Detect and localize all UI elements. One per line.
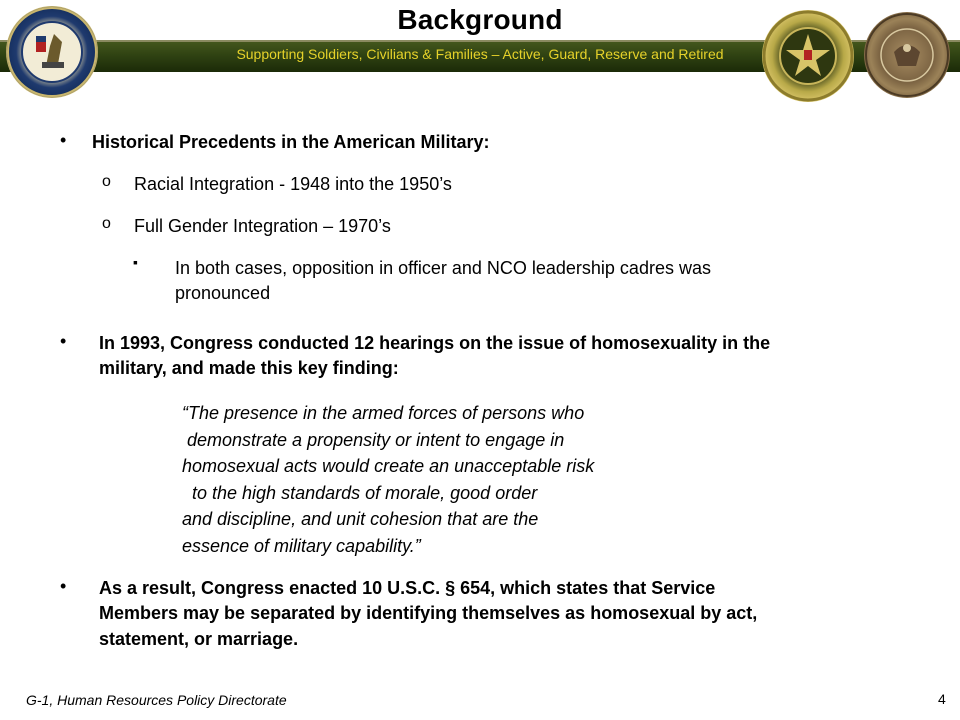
bullet-historical-precedents: Historical Precedents in the American Military: bbox=[92, 132, 490, 152]
bullet-congress-enacted-line-1: As a result, Congress enacted 10 U.S.C. § 654, which states that Service bbox=[99, 578, 716, 598]
quote-line: essence of military capability.” bbox=[182, 535, 421, 556]
sub-bullet-racial-integration: Racial Integration - 1948 into the 1950’s bbox=[134, 174, 452, 194]
sub-sub-bullet-line-2: pronounced bbox=[175, 283, 271, 303]
bullet-congress-hearings-line-1: In 1993, Congress conducted 12 hearings on the issue of homosexuality in the bbox=[99, 333, 771, 353]
sub-bullet-marker: o bbox=[102, 215, 111, 232]
quote-line: homosexual acts would create an unacceptable risk bbox=[182, 456, 595, 476]
bullet-marker: • bbox=[60, 331, 67, 351]
circular-emblem-seal bbox=[864, 12, 950, 98]
footer-directorate: G-1, Human Resources Policy Directorate bbox=[26, 692, 287, 708]
quote-line: demonstrate a propensity or intent to engage in bbox=[182, 429, 565, 450]
bullet-marker: • bbox=[60, 130, 67, 150]
sub-bullet-marker: o bbox=[102, 173, 111, 190]
bullet-marker: • bbox=[60, 576, 67, 596]
page-number: 4 bbox=[938, 691, 946, 707]
slide-title: Background bbox=[397, 4, 563, 35]
quote-line: and discipline, and unit cohesion that are the bbox=[182, 509, 539, 529]
army-seal-logo bbox=[6, 6, 98, 98]
sub-sub-bullet-line-1: In both cases, opposition in officer and NCO leadership cadres was bbox=[175, 258, 711, 278]
header-tagline: Supporting Soldiers, Civilians & Families – Active, Guard, Reserve and Retired bbox=[236, 46, 724, 62]
bullet-congress-hearings-line-2: military, and made this key finding: bbox=[99, 358, 399, 378]
key-finding-quote bbox=[182, 400, 594, 559]
deputy-chief-of-staff-g1-seal bbox=[762, 10, 854, 102]
quote-line: “The presence in the armed forces of persons who bbox=[182, 403, 585, 423]
bullet-congress-enacted-line-3: statement, or marriage. bbox=[99, 629, 299, 649]
square-bullet-marker: ▪ bbox=[133, 254, 138, 270]
sub-bullet-gender-integration: Full Gender Integration – 1970’s bbox=[134, 216, 391, 236]
quote-line: to the high standards of morale, good order bbox=[182, 482, 538, 503]
bullet-congress-enacted-line-2: Members may be separated by identifying themselves as homosexual by act, bbox=[99, 603, 758, 623]
